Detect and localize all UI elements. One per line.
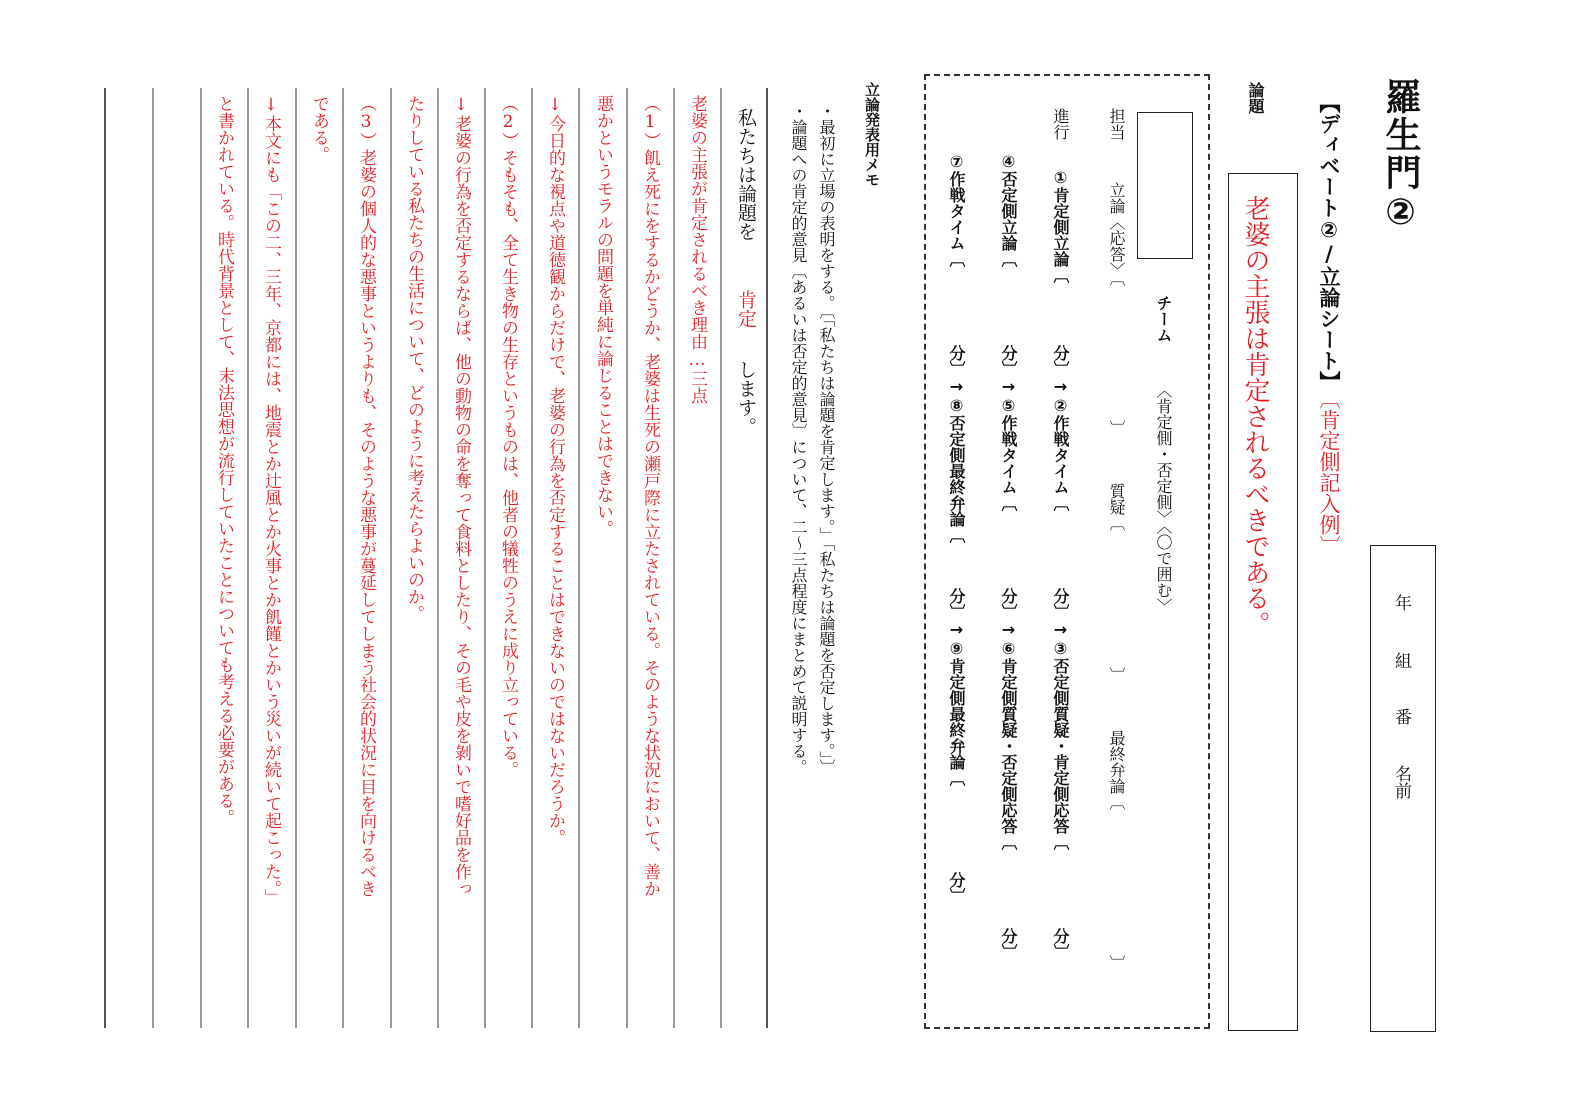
- memo-rule: [578, 88, 580, 1028]
- progress-row-3-a: ⑦作戦タイム〔: [947, 152, 966, 267]
- side-select-label: 〈肯定側・否定側〉〈〇で囲む〉: [1154, 382, 1173, 614]
- page-title: 羅生門②: [1380, 78, 1421, 235]
- topic-label: 論題: [1246, 82, 1265, 114]
- progress-row-1-a: ①肯定側立論〔: [1051, 168, 1070, 283]
- final-role: 最終弁論〔: [1107, 730, 1126, 810]
- progress-row-2-d: 分〕: [999, 928, 1018, 960]
- progress-row-2-a: ④否定側立論〔: [999, 152, 1018, 267]
- memo-rule: [200, 88, 202, 1028]
- memo-line-7: たりしている私たちの生活について、どのように考えたらよいのか。: [404, 95, 424, 622]
- memo-rule: [295, 88, 297, 1028]
- question-role: 質疑〔: [1107, 483, 1126, 531]
- memo-rule: [342, 88, 344, 1028]
- stance-suffix: します。: [735, 360, 757, 436]
- memo-instruction-1: ・最初に立場の表明をする。〔「私たちは論題を肯定します。」「私たちは論題を否定します。」〕: [817, 103, 836, 775]
- stance-value: 肯定: [735, 290, 757, 328]
- progress-row-3-d: 分〕: [947, 872, 966, 904]
- memo-rule: [390, 88, 392, 1028]
- sheet-subtitle: 〔肯定側記入例〕: [1317, 388, 1341, 556]
- question-bracket-close: 〕: [1107, 667, 1126, 683]
- memo-line-8: （3）老婆の個人的な悪事というよりも、そのような悪事が蔓延してしまう社会的状況に目を向けるべき: [356, 95, 376, 897]
- rebuttal-role: 立論〈応答〉〔: [1107, 182, 1126, 286]
- memo-line-6: ↓老婆の行為を否定するならば、他の動物の命を奪って食料としたり、その毛や皮を剝いで嗜好品を作っ: [451, 95, 471, 897]
- number-label: 番: [1391, 708, 1411, 725]
- progress-row-3-b: 分〕→⑧否定側最終弁論〔: [947, 345, 966, 543]
- memo-rule: [484, 88, 486, 1028]
- role-label: 担当: [1107, 108, 1126, 140]
- memo-rule: [104, 88, 106, 1028]
- name-label: 名前: [1391, 765, 1411, 799]
- memo-heading: 立論発表用メモ: [863, 82, 881, 187]
- memo-rule: [673, 88, 675, 1028]
- memo-rule: [152, 88, 154, 1028]
- progress-row-1-b: 分〕→②作戦タイム〔: [1051, 345, 1070, 511]
- rebuttal-bracket-close: 〕: [1107, 420, 1126, 436]
- topic-text: 老婆の主張は肯定されるべきである。: [1240, 195, 1270, 637]
- memo-line-3: 悪かというモラルの問題を単純に論じることはできない。: [593, 95, 613, 537]
- memo-line-2: （1）飢え死にをするかどうか、老婆は生死の瀬戸際に立たされている。そのような状況において、善か: [640, 95, 660, 897]
- memo-line-11: と書かれている。時代背景として、末法思想が流行していたことについても考える必要がある。: [214, 95, 234, 826]
- memo-instruction-2: ・論題への肯定的意見〔あるいは否定的意見〕について、二〜三点程度にまとめて説明する。: [789, 103, 808, 775]
- memo-rule: [720, 88, 722, 1028]
- sheet-title: 【ディベート②/立論シート】: [1317, 92, 1341, 392]
- memo-line-5: （2）そもそも、全て生き物の生存というものは、他者の犠牲のうえに成り立っている。: [498, 95, 518, 778]
- memo-rule: [531, 88, 533, 1028]
- progress-row-3-c: 分〕→⑨肯定側最終弁論〔: [947, 588, 966, 786]
- memo-rule: [626, 88, 628, 1028]
- progress-row-1-c: 分〕→③否定側質疑・肯定側応答〔: [1051, 588, 1070, 850]
- progress-label: 進行: [1051, 108, 1070, 140]
- memo-line-9: である。: [309, 95, 329, 163]
- class-label: 組: [1391, 652, 1411, 669]
- team-label: チーム: [1154, 295, 1173, 343]
- stance-prefix: 私たちは論題を: [735, 108, 757, 241]
- progress-row-1-d: 分〕: [1051, 928, 1070, 960]
- year-label: 年: [1391, 594, 1411, 611]
- memo-rule: [247, 88, 249, 1028]
- progress-row-2-b: 分〕→⑤作戦タイム〔: [999, 345, 1018, 511]
- final-bracket-close: 〕: [1107, 955, 1126, 971]
- memo-rule: [766, 88, 768, 1028]
- progress-row-2-c: 分〕→⑥肯定側質疑・否定側応答〔: [999, 588, 1018, 850]
- memo-line-1: 老婆の主張が肯定されるべき理由…三点: [687, 95, 707, 404]
- team-name-field[interactable]: [1137, 112, 1193, 259]
- memo-line-10: ↓本文にも「この二、三年、京都には、地震とか辻風とか火事とか飢饉とかいう災いが続いて起こった。」: [261, 95, 281, 906]
- memo-line-4: ↓今日的な視点や道徳観からだけで、老婆の行為を否定することはできないのではないだろうか。: [545, 95, 565, 846]
- memo-rule: [437, 88, 439, 1028]
